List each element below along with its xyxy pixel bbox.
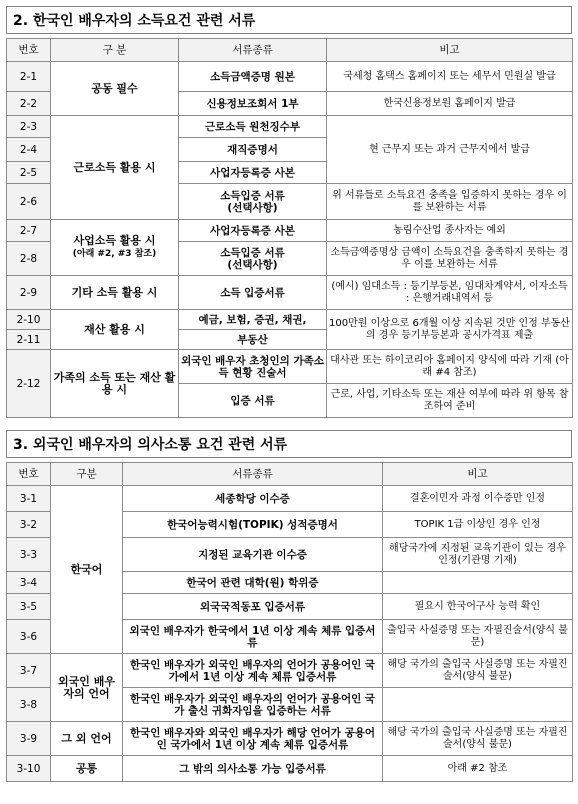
category-label: 사업소득 활용 시 (73, 234, 156, 247)
note-cell: 필요시 한국어구사 능력 확인 (383, 594, 573, 620)
section-3-title: 3. 외국인 배우자의 의사소통 요건 관련 서류 (6, 430, 572, 458)
header-category: 구 분 (51, 39, 179, 62)
row-number: 2-8 (7, 242, 51, 276)
row-number: 3-10 (7, 756, 51, 782)
note-cell: 현 근무지 또는 과거 근무지에서 발급 (327, 116, 573, 184)
row-number: 2-3 (7, 116, 51, 138)
table-row (7, 350, 573, 384)
document-cell: 지정된 교육기관 이수증 (123, 538, 383, 572)
document-cell: 그 밖의 의사소통 가능 입증서류 (123, 756, 383, 782)
document-cell: 외국국적동포 입증서류 (123, 594, 383, 620)
note-cell (383, 572, 573, 594)
row-number: 3-9 (7, 722, 51, 756)
document-cell (179, 184, 327, 220)
document-cell: 부동산 (179, 330, 327, 350)
category-cell: 외국인 배우자의 언어 (51, 654, 123, 722)
document-name: 소득입증 서류 (220, 189, 285, 202)
row-number: 2-10 (7, 310, 51, 330)
note-cell: 출입국 사실증명 또는 자필진술서(양식 불문) (383, 620, 573, 654)
note-cell: 아래 #2 참조 (383, 756, 573, 782)
document-cell: 재직증명서 (179, 138, 327, 162)
document-cell: 한국인 배우자와 외국인 배우자가 해당 언어가 공용어인 국가에서 1년 이상 계속 체류 입증서류 (123, 722, 383, 756)
note-cell: 한국신용정보원 홈페이지 발급 (327, 92, 573, 116)
row-number: 3-6 (7, 620, 51, 654)
document-cell: 사업자등록증 사본 (179, 162, 327, 184)
header-note: 비고 (327, 39, 573, 62)
note-cell (383, 688, 573, 722)
row-number: 2-9 (7, 276, 51, 310)
document-cell: 사업자등록증 사본 (179, 220, 327, 242)
note-cell: 국세청 홈택스 홈페이지 또는 세무서 민원실 발급 (327, 62, 573, 92)
section-2 (6, 6, 572, 418)
category-cell: 공통 (51, 756, 123, 782)
row-number: 2-1 (7, 62, 51, 92)
note-cell: 소득금액증명상 금액이 소득요건을 충족하지 못하는 경우 이를 보완하는 서류 (327, 242, 573, 276)
document-cell: 한국인 배우자가 외국인 배우자의 언어가 공용어인 국가에서 1년 이상 계속 체류 입증서류 (123, 654, 383, 688)
row-number: 3-4 (7, 572, 51, 594)
row-number: 2-11 (7, 330, 51, 350)
document-cell: 한국어능력시험(TOPIK) 성적증명서 (123, 512, 383, 538)
note-cell: 해당 국가의 출입국 사실증명 또는 자필진술서(양식 불문) (383, 722, 573, 756)
document-cell: 소득 입증서류 (179, 276, 327, 310)
row-number: 3-8 (7, 688, 51, 722)
table-row (7, 654, 573, 688)
table-row (7, 310, 573, 330)
category-cell: 그 외 언어 (51, 722, 123, 756)
section-3 (6, 430, 572, 782)
note-cell: (예시) 임대소득 : 등기부등본, 임대차계약서, 이자소득 : 은행거래내역서 등 (327, 276, 573, 310)
header-category: 구분 (51, 463, 123, 486)
document-cell: 입증 서류 (179, 384, 327, 418)
note-cell: 대사관 또는 하이코리아 홈페이지 양식에 따라 기재 (아래 #4 참조) (327, 350, 573, 384)
document-cell: 근로소득 원천징수부 (179, 116, 327, 138)
row-number: 2-4 (7, 138, 51, 162)
category-cell (51, 220, 179, 276)
document-cell: 예금, 보험, 증권, 채권, (179, 310, 327, 330)
table-header-row (7, 463, 573, 486)
header-number: 번호 (7, 463, 51, 486)
income-docs-table (6, 38, 573, 418)
communication-docs-table (6, 462, 573, 782)
section-2-title: 2. 한국인 배우자의 소득요건 관련 서류 (6, 6, 572, 34)
row-number: 2-5 (7, 162, 51, 184)
table-row (7, 116, 573, 138)
row-number: 2-6 (7, 184, 51, 220)
row-number: 2-12 (7, 350, 51, 418)
category-cell: 기타 소득 활용 시 (51, 276, 179, 310)
row-number: 3-2 (7, 512, 51, 538)
header-document: 서류종류 (179, 39, 327, 62)
document-cell: 세종학당 이수증 (123, 486, 383, 512)
table-row (7, 722, 573, 756)
row-number: 3-3 (7, 538, 51, 572)
note-cell: TOPIK 1급 이상인 경우 인정 (383, 512, 573, 538)
note-cell: 해당국가에 지정된 교육기관이 있는 경우 인정(기관명 기재) (383, 538, 573, 572)
header-note: 비고 (383, 463, 573, 486)
row-number: 2-2 (7, 92, 51, 116)
document-cell: 한국어 관련 대학(원) 학위증 (123, 572, 383, 594)
table-row (7, 276, 573, 310)
category-sublabel: (아래 #2, #3 참조) (72, 249, 157, 259)
note-cell: 위 서류들로 소득요건 충족을 입증하지 못하는 경우 이를 보완하는 서류 (327, 184, 573, 220)
table-header-row (7, 39, 573, 62)
category-cell: 가족의 소득 또는 재산 활용 시 (51, 350, 179, 418)
note-cell: 근로, 사업, 기타소득 또는 재산 여부에 따라 위 항목 참조하여 준비 (327, 384, 573, 418)
document-optional: (선택사항) (227, 201, 278, 214)
header-document: 서류종류 (123, 463, 383, 486)
row-number: 2-7 (7, 220, 51, 242)
category-cell: 공동 필수 (51, 62, 179, 116)
row-number: 3-7 (7, 654, 51, 688)
note-cell: 해당 국가의 출입국 사실증명 또는 자필진술서(양식 불문) (383, 654, 573, 688)
category-cell: 한국어 (51, 486, 123, 654)
table-row (7, 756, 573, 782)
note-cell: 100만원 이상으로 6개월 이상 지속된 것만 인정 부동산의 경우 등기부등본과 공시가격표 제출 (327, 310, 573, 350)
note-cell: 농림수산업 종사자는 예외 (327, 220, 573, 242)
document-optional: (선택사항) (227, 258, 278, 271)
row-number: 3-5 (7, 594, 51, 620)
document-cell: 한국인 배우자가 외국인 배우자의 언어가 공용어인 국가 출신 귀화자임을 입증하는 서류 (123, 688, 383, 722)
document-cell: 외국인 배우자가 한국에서 1년 이상 계속 체류 입증서류 (123, 620, 383, 654)
category-cell: 재산 활용 시 (51, 310, 179, 350)
document-cell: 소득금액증명 원본 (179, 62, 327, 92)
document-name: 소득입증 서류 (220, 246, 285, 259)
table-row (7, 486, 573, 512)
note-cell: 결혼이민자 과정 이수증만 인정 (383, 486, 573, 512)
document-cell: 신용정보조회서 1부 (179, 92, 327, 116)
table-row (7, 220, 573, 242)
document-cell (179, 242, 327, 276)
document-cell: 외국인 배우자 초청인의 가족소득 현황 진술서 (179, 350, 327, 384)
row-number: 3-1 (7, 486, 51, 512)
category-cell: 근로소득 활용 시 (51, 116, 179, 220)
table-row (7, 62, 573, 92)
header-number: 번호 (7, 39, 51, 62)
